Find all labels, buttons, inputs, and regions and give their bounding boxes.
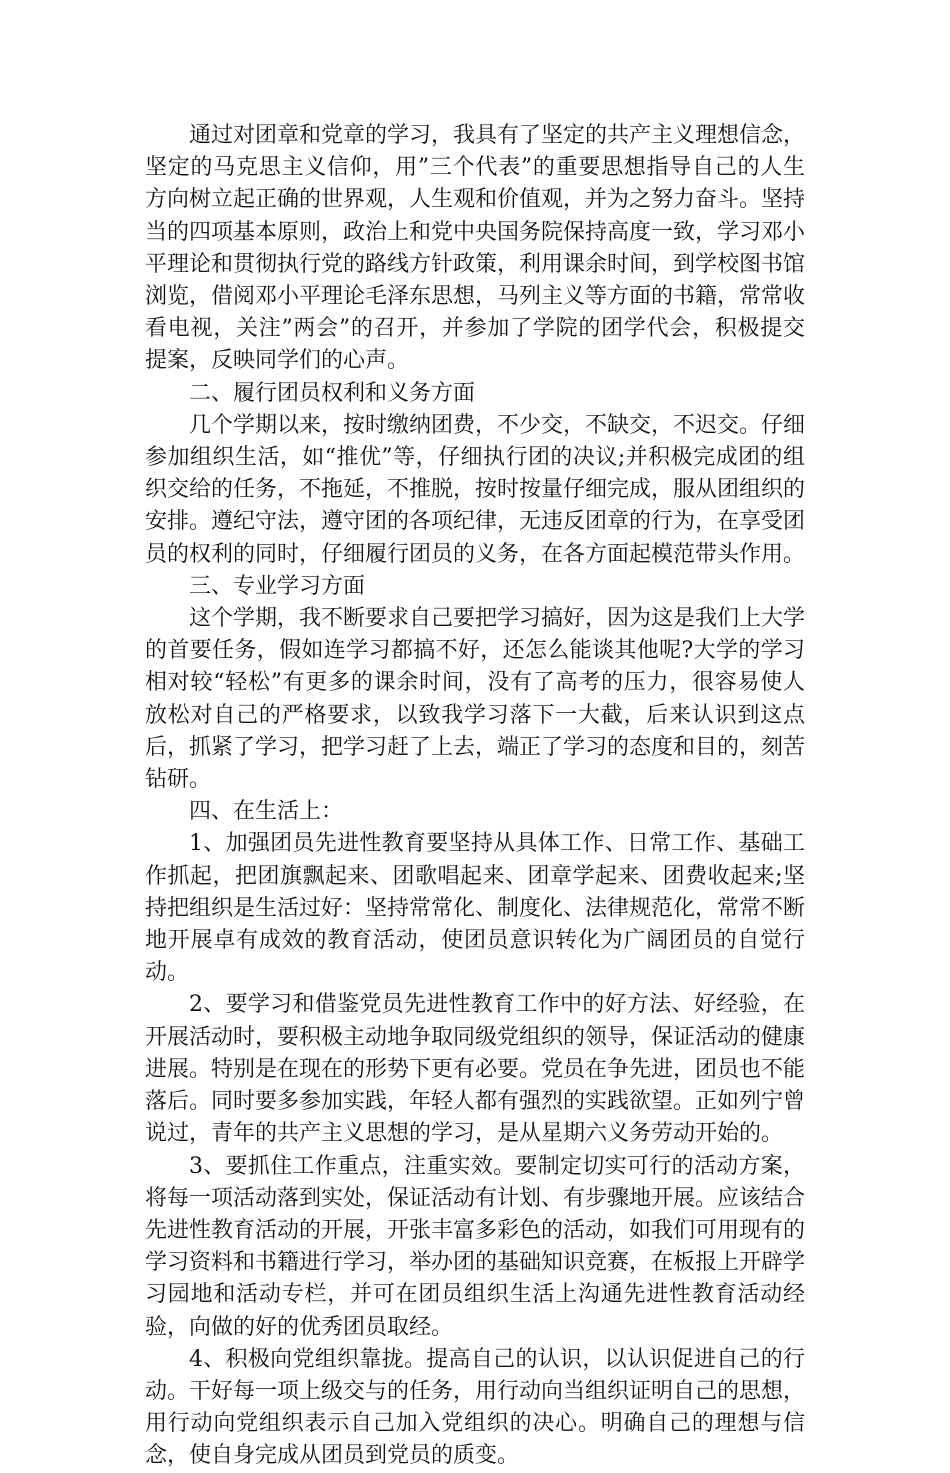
paragraph-ideology: 通过对团章和党章的学习，我具有了坚定的共产主义理想信念，坚定的马克思主义信仰，用”三个代表”的重要思想指导自己的人生方向树立起正确的世界观，人生观和价值观，并为之努力奋斗。坚持当的四项基本原则，政治上和党中央国务院保持高度一致，学习邓小平理论和贯彻执行党的路线方针政策，利用课余时间，到学校图书馆浏览，借阅邓小平理论毛泽东思想，马列主义等方面的书籍，常常收看电视，关注”两会”的召开，并参加了学院的团学代会，积极提交提案，反映同学们的心声。 bbox=[145, 123, 806, 374]
document-body bbox=[145, 120, 805, 1473]
section-heading-life: 四、在生活上： bbox=[189, 799, 344, 825]
section-heading-study: 三、专业学习方面 bbox=[189, 573, 366, 599]
paragraph-item-1: 1、加强团员先进性教育要坚持从具体工作、日常工作、基础工作抓起，把团旗飘起来、团歌唱起来、团章学起来、团费收起来;坚持把组织是生活过好：坚持常常化、制度化、法律规范化，常常不断地开展卓有成效的教育活动，使团员意识转化为广阔团员的自觉行动。 bbox=[145, 831, 806, 986]
paragraph-item-4: 4、积极向党组织靠拢。提高自己的认识，以认识促进自己的行动。干好每一项上级交与的任务，用行动向当组织证明自己的思想，用行动向党组织表示自己加入党组织的决心。明确自己的理想与信念，使自身完成从团员到党员的质变。 bbox=[145, 1346, 806, 1469]
paragraph-item-3: 3、要抓住工作重点，注重实效。要制定切实可行的活动方案，将每一项活动落到实处，保证活动有计划、有步骤地开展。应该结合先进性教育活动的开展，开张丰富多彩色的活动，如我们可用现有的学习资料和书籍进行学习，举办团的基础知识竞赛，在板报上开辟学习园地和活动专栏，并可在团员组织生活上沟通先进性教育活动经验，向做的好的优秀团员取经。 bbox=[145, 1153, 806, 1340]
paragraph-item-2: 2、要学习和借鉴党员先进性教育工作中的好方法、好经验，在开展活动时，要积极主动地争取同级党组织的领导，保证活动的健康进展。特别是在现在的形势下更有必要。党员在争先进，团员也不能落后。同时要多参加实践，年轻人都有强烈的实践欲望。正如列宁曾说过，青年的共产主义思想的学习，是从星期六义务劳动开始的。 bbox=[145, 992, 806, 1147]
paragraph-study: 这个学期，我不断要求自己要把学习搞好，因为这是我们上大学的首要任务，假如连学习都搞不好，还怎么能谈其他呢?大学的学习相对较“轻松”有更多的课余时间，没有了高考的压力，很容易使人放松对自己的严格要求，以致我学习落下一大截，后来认识到这点后，抓紧了学习，把学习赶了上去，端正了学习的态度和目的，刻苦钻研。 bbox=[145, 606, 806, 793]
paragraph-rights-duties: 几个学期以来，按时缴纳团费，不少交，不缺交，不迟交。仔细参加组织生活，如“推优”等，仔细执行团的决议;并积极完成团的组织交给的任务，不拖延，不推脱，按时按量仔细完成，服从团组织的安排。遵纪守法，遵守团的各项纪律，无违反团章的行为，在享受团员的权利的同时，仔细履行团员的义务，在各方面起模范带头作用。 bbox=[145, 412, 806, 567]
section-heading-rights-duties: 二、履行团员权利和义务方面 bbox=[189, 380, 476, 406]
